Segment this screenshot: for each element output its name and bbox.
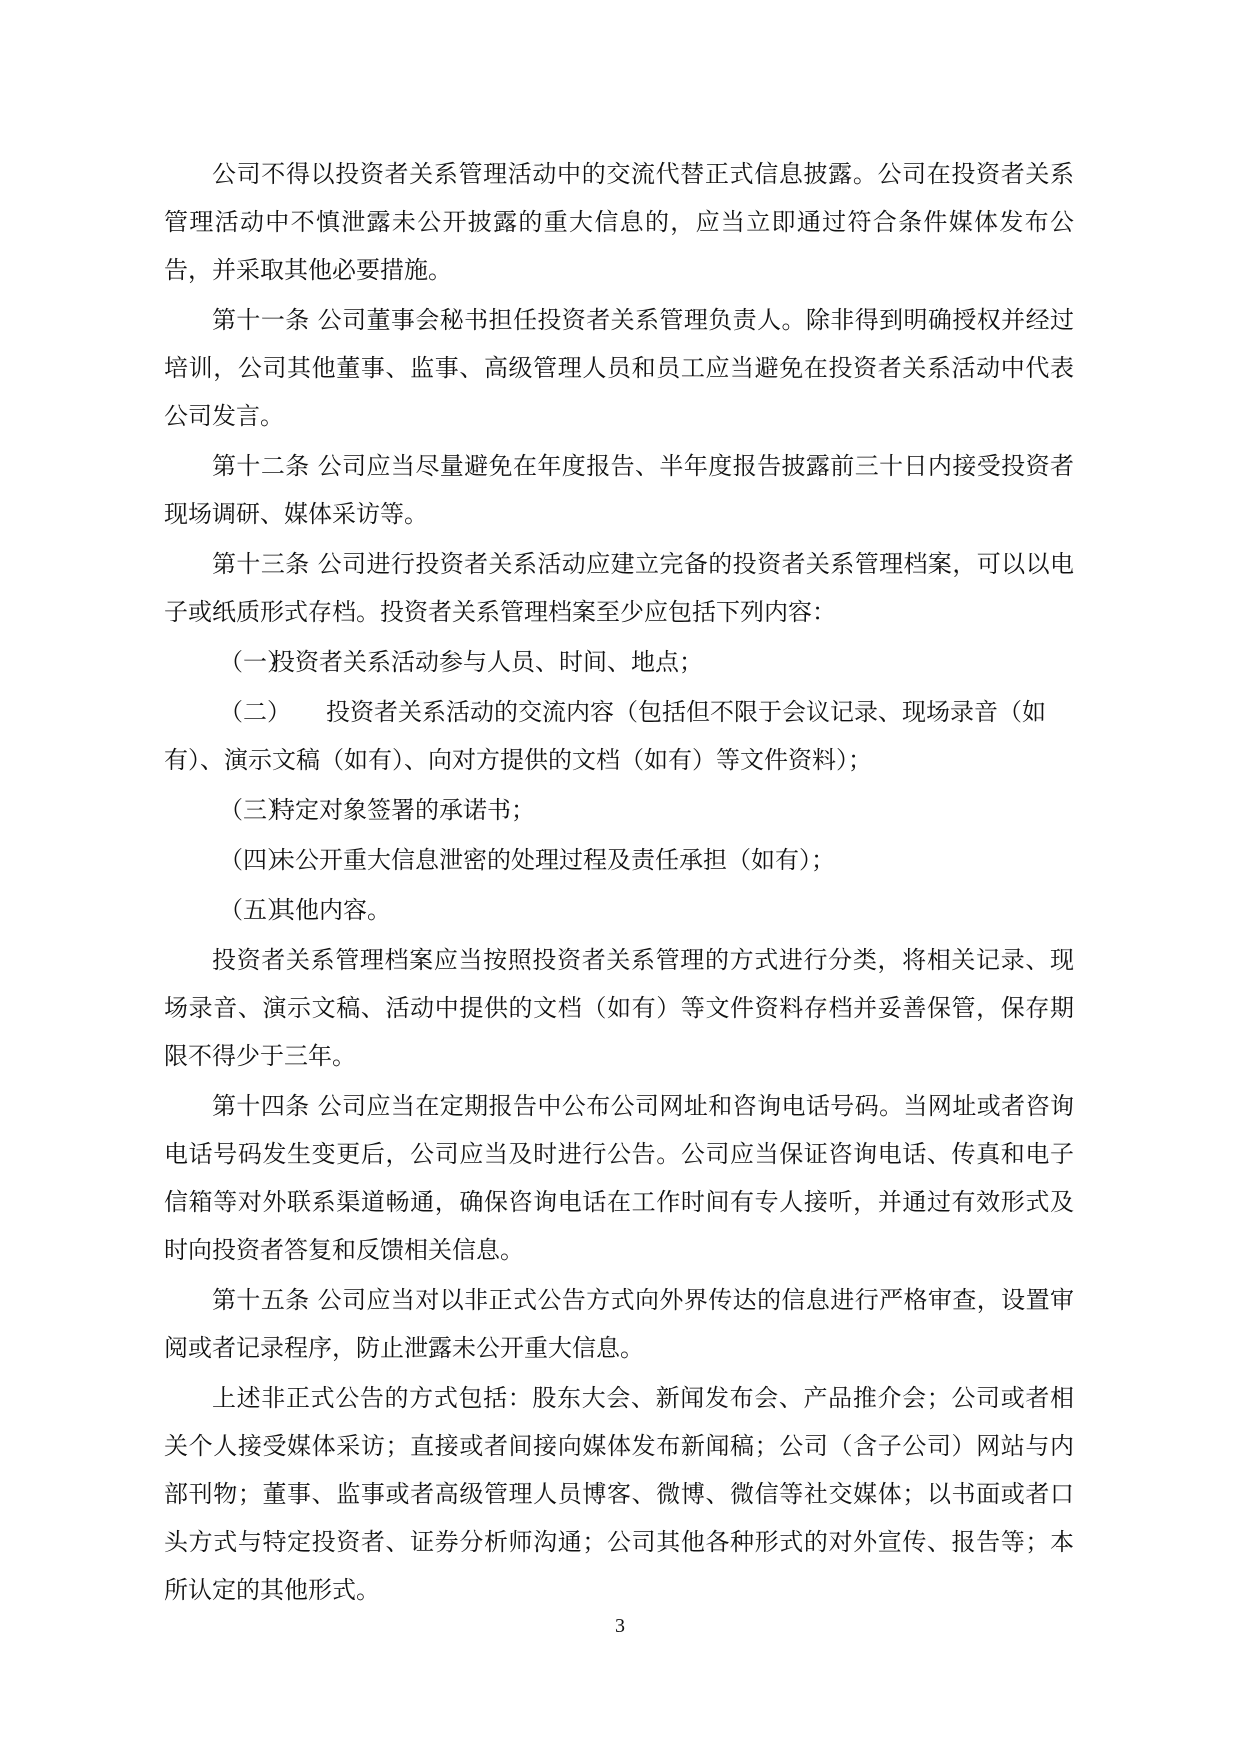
article-13: 第十三条 公司进行投资者关系活动应建立完备的投资者关系管理档案，可以以电子或纸质形式存档。投资者关系管理档案至少应包括下列内容： (164, 550, 1074, 626)
list-item-text: 投资者关系活动参与人员、时间、地点； (271, 648, 703, 676)
paragraph: 公司不得以投资者关系管理活动中的交流代替正式信息披露。公司在投资者关系管理活动中不慎泄露未公开披露的重大信息的，应当立即通过符合条件媒体发布公告，并采取其他必要措施。 (164, 160, 1074, 284)
list-item-number: （二） (219, 698, 291, 726)
page-number: 3 (615, 1615, 625, 1637)
list-item-2 (164, 688, 1074, 784)
list-item-number: （三） (219, 796, 291, 824)
list-item-number: （五） (219, 896, 291, 924)
document-body (164, 150, 1074, 1616)
list-item-5 (164, 886, 1074, 934)
article-11: 第十一条 公司董事会秘书担任投资者关系管理负责人。除非得到明确授权并经过培训，公司其他董事、监事、高级管理人员和员工应当避免在投资者关系活动中代表公司发言。 (164, 306, 1074, 430)
article-14: 第十四条 公司应当在定期报告中公布公司网址和咨询电话号码。当网址或者咨询电话号码发生变更后，公司应当及时进行公告。公司应当保证咨询电话、传真和电子信箱等对外联系渠道畅通，确保咨询电话在工作时间有专人接听，并通过有效形式及时向投资者答复和反馈相关信息。 (164, 1092, 1074, 1264)
list-item-3 (164, 786, 1074, 834)
article-12: 第十二条 公司应当尽量避免在年度报告、半年度报告披露前三十日内接受投资者现场调研、媒体采访等。 (164, 452, 1074, 528)
list-item-text: 未公开重大信息泄密的处理过程及责任承担（如有）； (271, 846, 835, 874)
list-item-text: 其他内容。 (271, 896, 391, 924)
list-item-text: 投资者关系活动的交流内容（包括但不限于会议记录、现场录音（如有）、演示文稿（如有）、向对方提供的文档（如有）等文件资料）； (164, 698, 1046, 774)
informal-announcement-paragraph: 上述非正式公告的方式包括：股东大会、新闻发布会、产品推介会；公司或者相关个人接受媒体采访；直接或者间接向媒体发布新闻稿；公司（含子公司）网站与内部刊物；董事、监事或者高级管理人员博客、微博、微信等社交媒体；以书面或者口头方式与特定投资者、证券分析师沟通；公司其他各种形式的对外宣传、报告等；本所认定的其他形式。 (164, 1384, 1074, 1604)
archive-paragraph: 投资者关系管理档案应当按照投资者关系管理的方式进行分类，将相关记录、现场录音、演示文稿、活动中提供的文档（如有）等文件资料存档并妥善保管，保存期限不得少于三年。 (164, 946, 1074, 1070)
list-item-text: 特定对象签署的承诺书； (271, 796, 535, 824)
list-item-number: （一） (219, 648, 291, 676)
list-item-4 (164, 836, 1074, 884)
list-item-1 (164, 638, 1074, 686)
list-item-number: （四） (219, 846, 291, 874)
article-15: 第十五条 公司应当对以非正式公告方式向外界传达的信息进行严格审查，设置审阅或者记录程序，防止泄露未公开重大信息。 (164, 1286, 1074, 1362)
